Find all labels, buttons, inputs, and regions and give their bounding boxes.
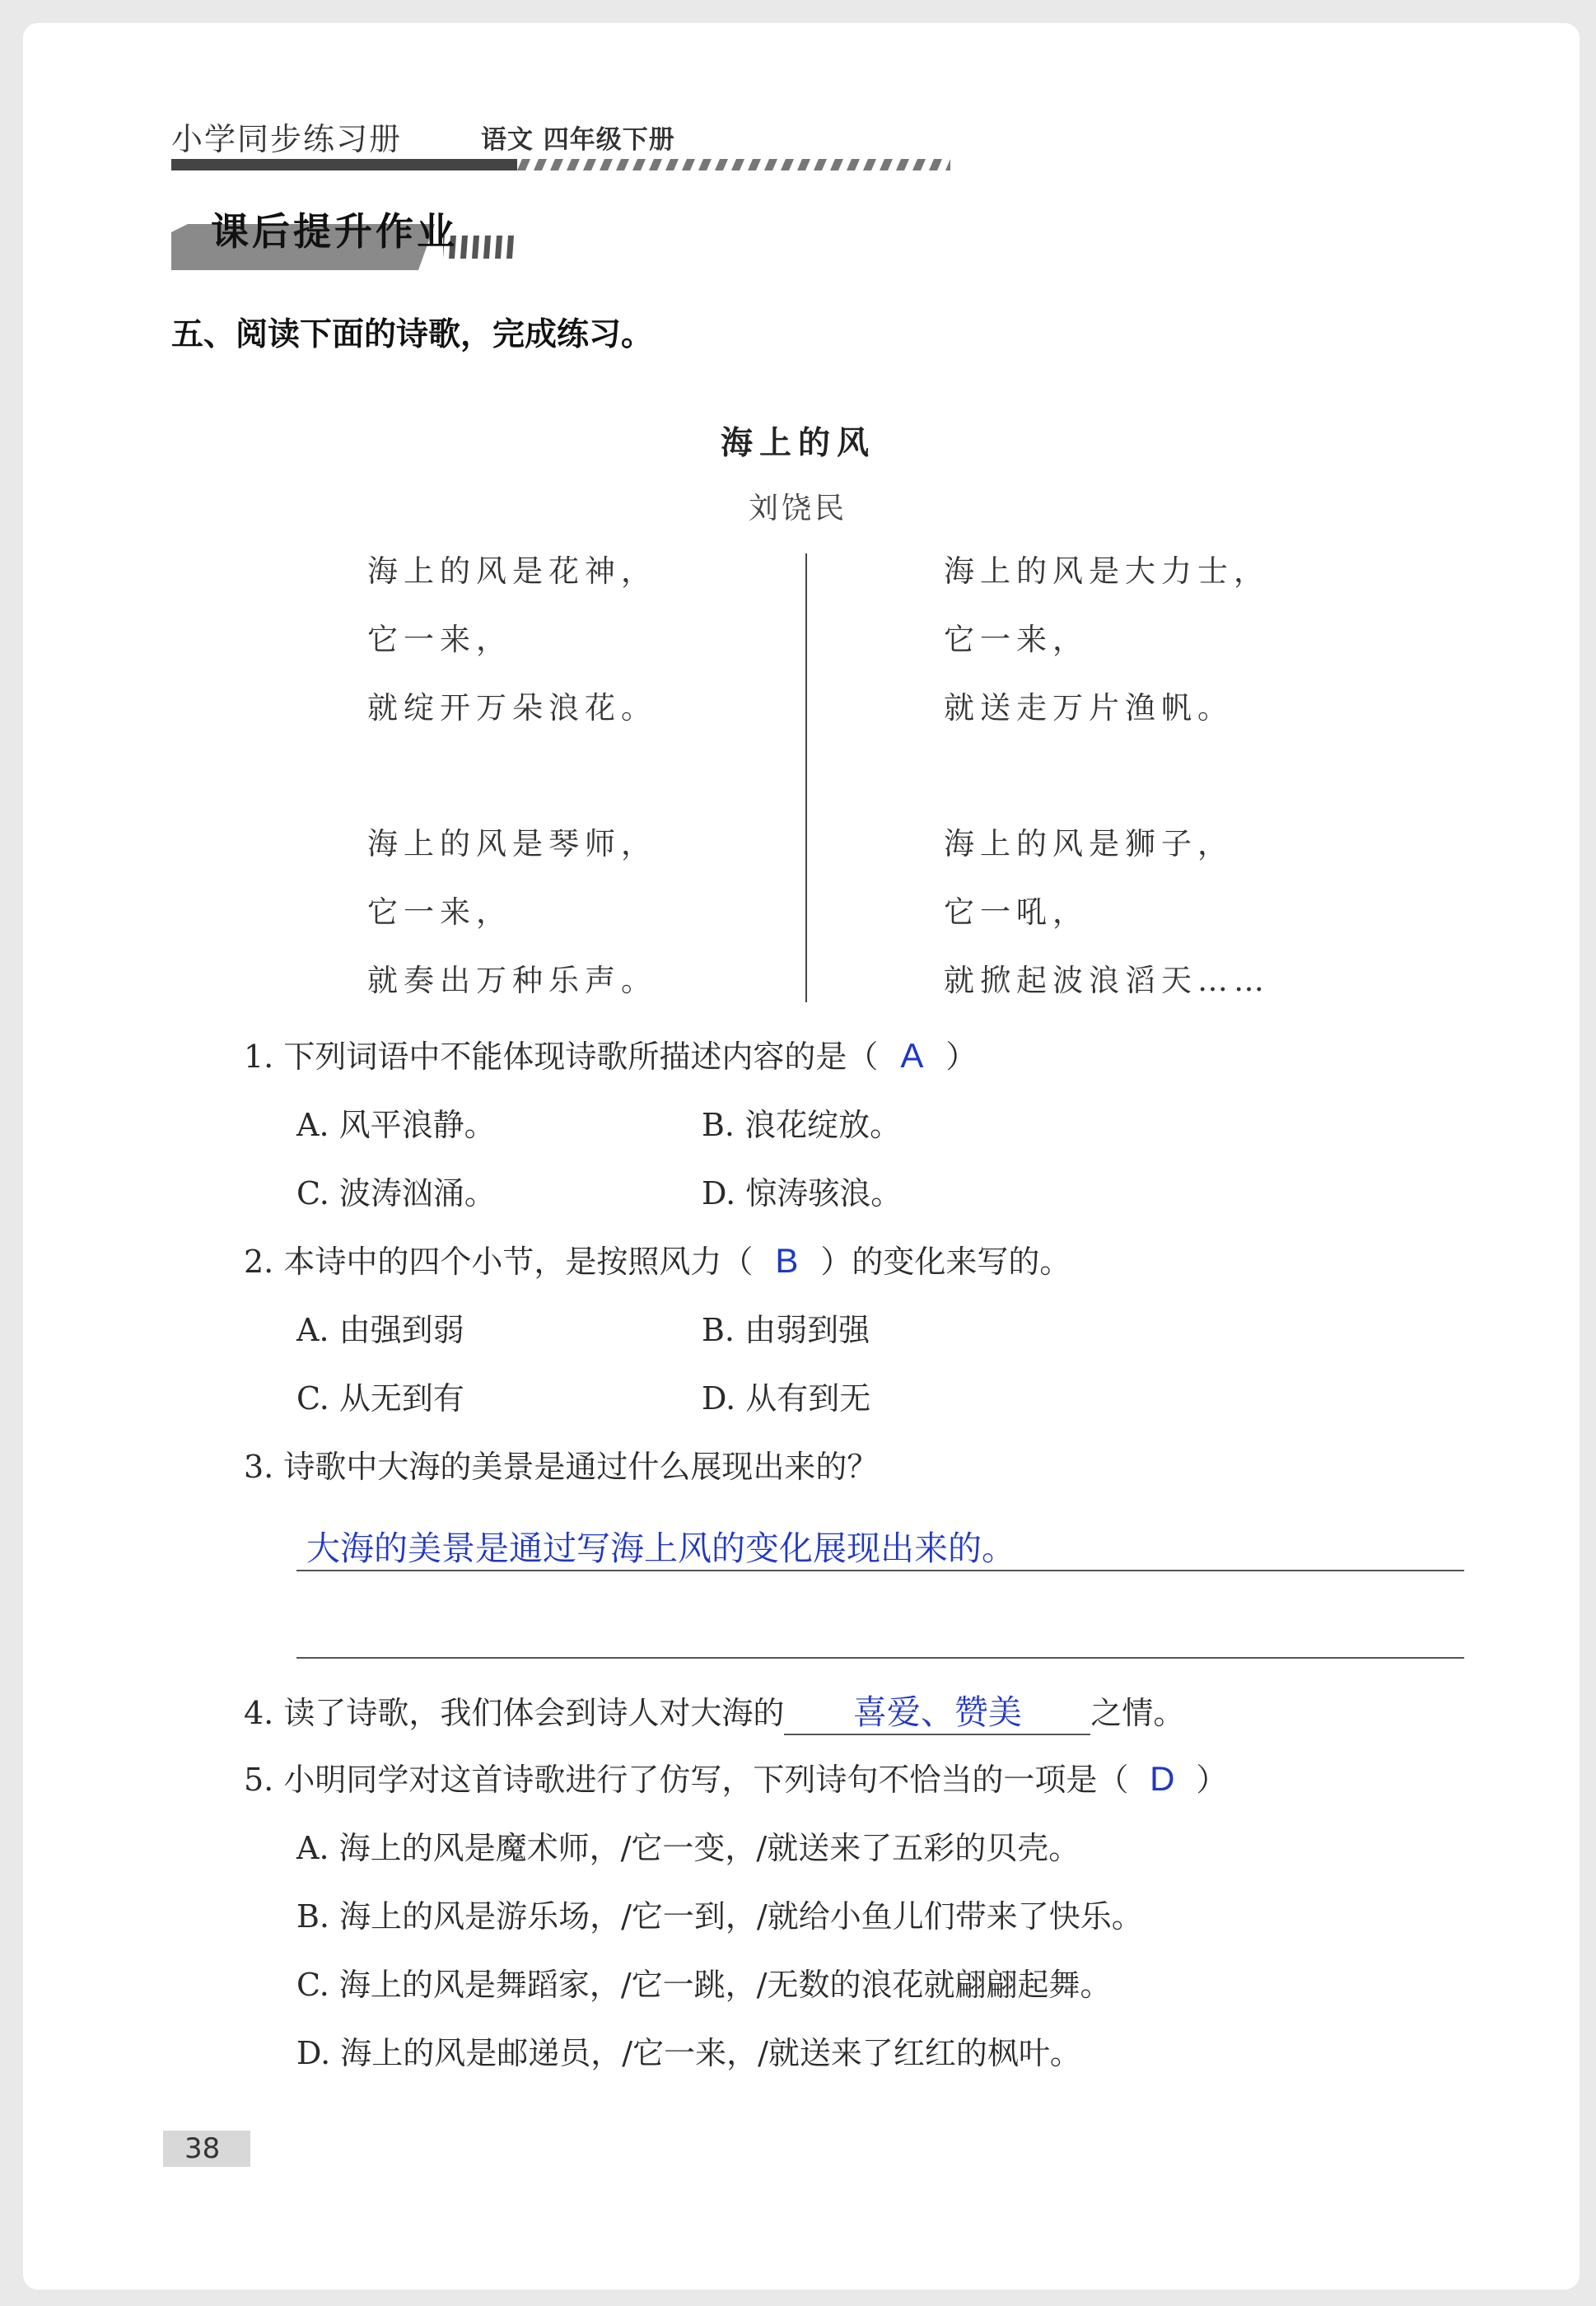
question-5-answer: D [1150,1759,1175,1798]
poem-line: 它一来， [944,622,1089,657]
poem-right-column [944,537,1270,1015]
poem-left-column [367,537,657,1015]
poem-line: 它一来， [367,894,512,930]
option-1b: B. 浪花绽放。 [702,1107,902,1143]
option-1c: C. 波涛汹涌。 [296,1175,496,1211]
option-5d: D. 海上的风是邮递员，/它一来，/就送来了红红的枫叶。 [296,2035,1081,2071]
option-2d: D. 从有到无 [702,1380,871,1417]
question-3-answer: 大海的美景是通过写海上风的变化展现出来的。 [306,1529,1015,1568]
answer-line-2 [296,1657,1464,1659]
workbook-page [23,23,1580,2290]
header-stripe-rule [171,159,950,170]
answer-line-1 [296,1570,1464,1571]
question-1-answer: A [900,1036,924,1075]
question-5 [244,1754,1227,1800]
page-number: 38 [184,2132,221,2165]
question-3-text: 3. 诗歌中大海的美景是通过什么展现出来的？ [244,1449,879,1485]
option-5c: C. 海上的风是舞蹈家，/它一跳，/无数的浪花就翩翩起舞。 [296,1967,1112,2003]
section-title: 课后提升作业 [211,209,458,254]
question-2-text: 2. 本诗中的四个小节，是按照风力（ [244,1244,754,1280]
question-1 [244,1031,977,1076]
poem-line: 就奏出万种乐声。 [367,963,657,998]
question-4-tail: 之情。 [1090,1695,1185,1731]
question-2-answer: B [775,1241,799,1280]
option-5a: A. 海上的风是魔术师，/它一变，/就送来了五彩的贝壳。 [296,1830,1080,1866]
poem-line: 海上的风是琴师， [367,826,657,861]
question-4 [244,1685,1184,1735]
question-5-text: 5. 小明同学对这首诗歌进行了仿写，下列诗句不恰当的一项是（ [244,1762,1129,1798]
option-5b: B. 海上的风是游乐场，/它一到，/就给小鱼儿们带来了快乐。 [296,1898,1143,1935]
poem-author: 刘饶民 [748,492,847,525]
question-2 [244,1236,1071,1281]
option-2a: A. 由强到弱 [296,1312,464,1348]
poem-title: 海上的风 [720,424,875,462]
option-1d: D. 惊涛骇浪。 [702,1175,903,1211]
question-4-text: 4. 读了诗歌，我们体会到诗人对大海的 [244,1695,785,1731]
poem-line: 它一吼， [944,894,1089,930]
book-title: 小学同步练习册 [171,121,403,157]
poem-line: 海上的风是花神， [367,553,657,589]
poem-divider [805,553,807,1002]
poem-line: 就送走万片渔帆。 [944,690,1234,726]
option-2b: B. 由弱到强 [702,1312,870,1348]
poem-line: 海上的风是大力士， [944,553,1270,589]
poem-line: 就掀起波浪滔天…… [944,963,1270,998]
subject-grade: 语文 四年级下册 [481,125,675,155]
option-1a: A. 风平浪静。 [296,1107,496,1143]
question-1-text: 1. 下列词语中不能体现诗歌所描述内容的是（ [244,1039,879,1075]
question-2-tail: ）的变化来写的。 [820,1244,1071,1280]
option-2c: C. 从无到有 [296,1380,464,1417]
poem-line: 海上的风是狮子， [944,826,1234,861]
poem-line: 它一来， [367,622,512,657]
poem-line: 就绽开万朵浪花。 [367,690,657,726]
question-5-close: ） [1196,1762,1228,1798]
question-4-answer: 喜爱、赞美 [784,1685,1090,1735]
question-heading: 五、阅读下面的诗歌，完成练习。 [171,315,654,353]
question-1-close: ） [945,1039,978,1075]
